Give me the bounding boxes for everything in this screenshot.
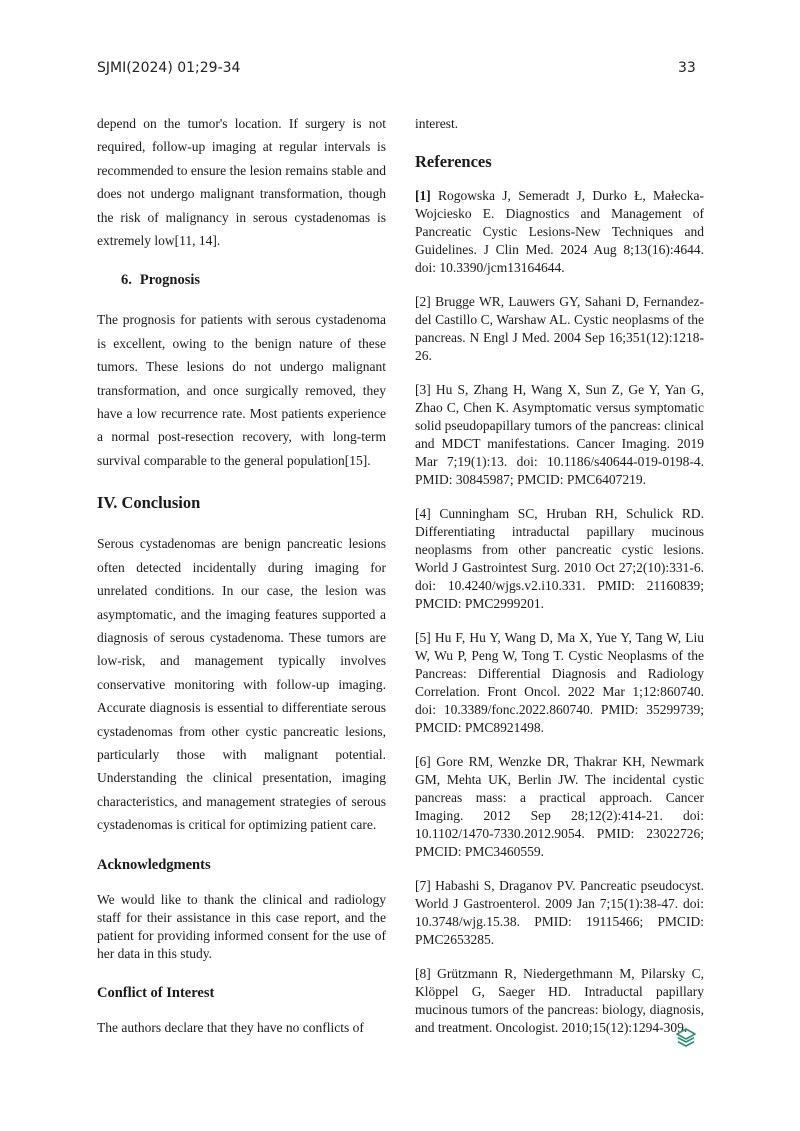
prognosis-heading (121, 270, 386, 290)
reference-item (415, 629, 704, 737)
prognosis-paragraph: The prognosis for patients with serous cystadenoma is excellent, owing to the benign nature of these tumors. These lesions do not undergo malignant transformation, and once surgically removed, they have a low recurrence rate. Most patients experience a normal post-resection recovery, with long-term survival comparable to the general population[15]. (97, 312, 386, 468)
reference-list (415, 187, 704, 1037)
reference-text: Brugge WR, Lauwers GY, Sahani D, Fernandez-del Castillo C, Warshaw AL. Cystic neoplasms of the pancreas. N Engl J Med. 2004 Sep 16;351(12):1218-26. (415, 294, 705, 364)
reference-text: Cunningham SC, Hruban RH, Schulick RD. Differentiating intraductal papillary mucinous neoplasms from other pancreatic cystic lesions. World J Gastrointest Surg. 2010 Oct 27;2(10):331-6. doi: 10.4240/wjgs.v2.i10.331. PMID: 21160839; PMCID: PMC2999201. (415, 506, 705, 612)
conflict-of-interest-heading: Conflict of Interest (97, 984, 215, 1001)
reference-number: [6] (415, 754, 431, 770)
reference-item (415, 187, 704, 277)
prognosis-number: 6. (121, 272, 132, 289)
conflict-of-interest-continued: interest. (415, 116, 459, 131)
reference-number: [3] (415, 382, 431, 398)
references-heading: References (415, 152, 492, 172)
reference-text: Grützmann R, Niedergethmann M, Pilarsky C, Klöppel G, Saeger HD. Intraductal papillary mucinous tumors of the pancreas: biology, diagnosis, and treatment. Oncologist. 2010;15(12):1294-309. (415, 966, 705, 1036)
reference-text: Rogowska J, Semeradt J, Durko Ł, Małecka-Wojciesko E. Diagnostics and Management of Pancreatic Cystic Lesions-New Techniques and Guidelines. J Clin Med. 2024 Aug 8;13(16):4644. doi: 10.3390/jcm13164644. (415, 188, 705, 276)
reference-item (415, 965, 704, 1037)
prognosis-title: Prognosis (139, 272, 201, 289)
conflict-of-interest-paragraph: The authors declare that they have no conflicts of (97, 1019, 364, 1035)
reference-item (415, 381, 704, 489)
reference-item (415, 753, 704, 861)
reference-text: Gore RM, Wenzke DR, Thakrar KH, Newmark GM, Mehta UK, Berlin JW. The incidental cystic pancreas mass: a practical approach. Cancer Imaging. 2012 Sep 28;12(2):414-21. doi: 10.1102/1470-7330.2012.9054. PMID: 23022726; PMCID: PMC3460559. (415, 754, 704, 860)
reference-item (415, 877, 704, 949)
reference-number: [1] (415, 188, 431, 204)
acknowledgments-heading: Acknowledgments (97, 856, 211, 873)
reference-number: [8] (415, 966, 431, 982)
reference-number: [2] (415, 294, 431, 310)
reference-item (415, 505, 704, 613)
reference-item (415, 293, 704, 365)
conclusion-heading: IV. Conclusion (97, 493, 201, 513)
conclusion-paragraph: Serous cystadenomas are benign pancreatic lesions often detected incidentally during imaging for unrelated conditions. In our case, the lesion was asymptomatic, and the imaging features supported a diagnosis of serous cystadenoma. These tumors are low-risk, and management typically involves conservative monitoring with follow-up imaging. Accurate diagnosis is essential to differentiate serous cystadenomas from other cystic pancreatic lesions, particularly those with malignant potential. Understanding the clinical presentation, imaging characteristics, and management strategies of serous cystadenomas is critical for optimizing patient care. (97, 536, 386, 833)
stacked-layers-icon (675, 1027, 697, 1049)
acknowledgments-paragraph: We would like to thank the clinical and radiology staff for their assistance in this case report, and the patient for providing informed consent for the use of her data in this study. (97, 891, 386, 961)
reference-number: [4] (415, 506, 431, 522)
journal-header: SJMI(2024) 01;29-34 (97, 60, 241, 76)
reference-text: Habashi S, Draganov PV. Pancreatic pseudocyst. World J Gastroenterol. 2009 Jan 7;15(1):38-47. doi: 10.3748/wjg.15.38. PMID: 19115466; PMCID: PMC2653285. (415, 878, 704, 948)
reference-number: [5] (415, 630, 431, 646)
page-number: 33 (678, 60, 696, 76)
intro-paragraph: depend on the tumor's location. If surgery is not required, follow-up imaging at regular intervals is recommended to ensure the lesion remains stable and does not undergo malignant transformation, though the risk of malignancy in serous cystadenomas is extremely low[11, 14]. (97, 116, 386, 249)
reference-number: [7] (415, 878, 431, 894)
reference-text: Hu F, Hu Y, Wang D, Ma X, Yue Y, Tang W, Liu W, Wu P, Peng W, Tong T. Cystic Neoplasms of the Pancreas: Differential Diagnosis and Radiology Correlation. Front Oncol. 2022 Mar 1;12:860740. doi: 10.3389/fonc.2022.860740. PMID: 35299739; PMCID: PMC8921498. (415, 630, 704, 736)
reference-text: Hu S, Zhang H, Wang X, Sun Z, Ge Y, Yan G, Zhao C, Chen K. Asymptomatic versus symptomatic solid pseudopapillary tumors of the pancreas: clinical and MDCT manifestations. Cancer Imaging. 2019 Mar 7;19(1):13. doi: 10.1186/s40644-019-0198-4. PMID: 30845987; PMCID: PMC6407219. (415, 382, 705, 488)
left-column (97, 112, 386, 1037)
right-column (415, 112, 704, 1053)
